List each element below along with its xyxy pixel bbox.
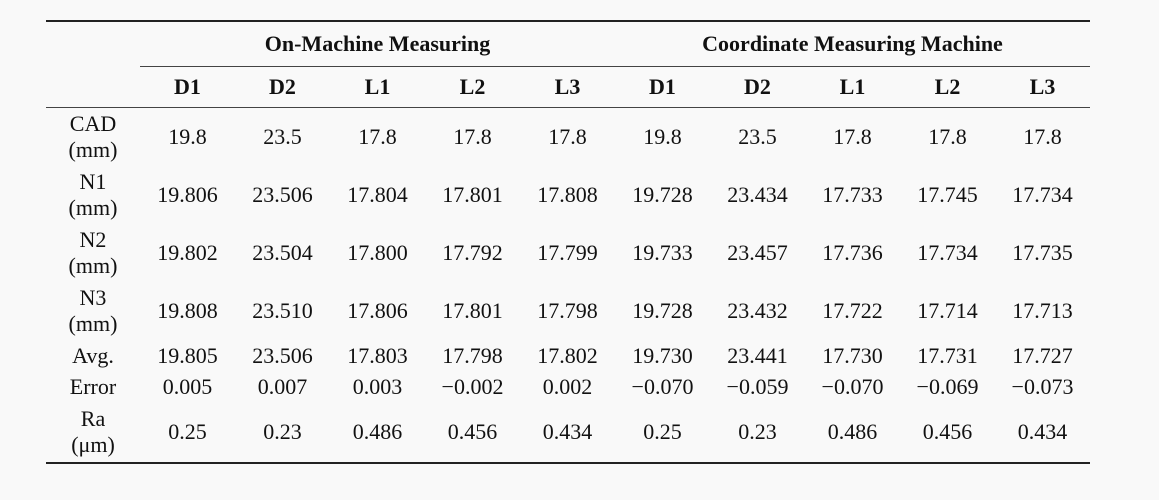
corner-cell [46,22,140,67]
measurement-table [46,20,1090,464]
row-label-line: (μm) [71,432,115,457]
table-cell: 0.486 [352,419,403,444]
table-cell: −0.070 [631,373,694,399]
table-cell: 0.23 [738,419,777,444]
bottom-rule [46,462,1090,463]
table-row [46,224,1090,282]
row-label-line: (mm) [68,137,118,162]
column-header: L1 [330,67,425,108]
table-cell: 19.8 [168,124,207,149]
row-label-line: N1 [79,169,107,194]
table-cell: 23.432 [727,298,788,323]
row-label [46,108,140,167]
table-cell: 17.798 [537,298,598,323]
column-header: L2 [900,67,995,108]
table-row [46,340,1090,371]
table-cell: 17.730 [822,342,883,368]
table-cell: 17.714 [917,298,978,323]
table-cell: −0.070 [821,373,884,399]
table-cell: 19.805 [157,342,218,368]
table-cell: 17.802 [537,342,598,368]
measurement-table-container [46,20,1090,464]
table-cell: 0.007 [257,373,308,399]
table-cell: 19.728 [632,298,693,323]
table-cell: 17.799 [537,240,598,265]
table-cell: 17.713 [1012,298,1073,323]
row-label-line: (mm) [68,253,118,278]
table-body [46,108,1090,463]
table-cell: 17.727 [1012,342,1073,368]
table-cell: 17.8 [833,124,872,149]
table-cell: 23.504 [252,240,313,265]
row-label-line: Avg. [72,342,114,368]
table-cell: 23.506 [252,342,313,368]
table-cell: 17.735 [1012,240,1073,265]
table-cell: 17.731 [917,342,978,368]
table-cell: 17.8 [928,124,967,149]
table-cell: 0.456 [447,419,498,444]
table-cell: 19.730 [632,342,693,368]
table-cell: 17.734 [1012,182,1073,207]
table-row [46,108,1090,167]
table-cell: 23.510 [252,298,313,323]
table-cell: 17.798 [442,342,503,368]
column-header: D1 [140,67,235,108]
table-cell: 0.005 [162,373,213,399]
table-cell: 17.801 [442,298,503,323]
row-label-line: (mm) [68,311,118,336]
table-cell: 0.23 [263,419,302,444]
row-label [46,402,140,462]
table-cell: 19.808 [157,298,218,323]
table-cell: 17.8 [453,124,492,149]
table-cell: 0.434 [542,419,593,444]
column-header: D2 [235,67,330,108]
table-cell: 17.745 [917,182,978,207]
row-label [46,224,140,282]
column-header-row [46,67,1090,108]
row-label [46,371,140,402]
row-label [46,166,140,224]
table-cell: 23.5 [738,124,777,149]
table-cell: 17.800 [347,240,408,265]
table-cell: 17.736 [822,240,883,265]
table-cell: 17.801 [442,182,503,207]
table-cell: 19.728 [632,182,693,207]
table-cell: 17.722 [822,298,883,323]
row-label-line: N3 [79,285,107,310]
table-cell: 17.733 [822,182,883,207]
table-row [46,166,1090,224]
table-cell: 17.8 [548,124,587,149]
table-row [46,371,1090,402]
group-header-on-machine: On-Machine Measuring [140,22,615,67]
column-header: D2 [710,67,805,108]
table-cell: 23.5 [263,124,302,149]
table-cell: 17.804 [347,182,408,207]
table-cell: −0.069 [916,373,979,399]
table-cell: 0.002 [542,373,593,399]
row-label-header [46,67,140,108]
row-label [46,282,140,340]
column-header: D1 [615,67,710,108]
table-cell: 19.8 [643,124,682,149]
table-row [46,282,1090,340]
column-header: L2 [425,67,520,108]
table-cell: −0.073 [1011,373,1074,399]
table-cell: 23.457 [727,240,788,265]
table-cell: 23.434 [727,182,788,207]
table-cell: 0.456 [922,419,973,444]
table-cell: 19.806 [157,182,218,207]
row-label-line: CAD [69,111,117,136]
table-cell: −0.002 [441,373,504,399]
table-cell: 0.486 [827,419,878,444]
group-header-cmm: Coordinate Measuring Machine [615,22,1090,67]
table-cell: −0.059 [726,373,789,399]
table-cell: 17.8 [358,124,397,149]
table-cell: 17.806 [347,298,408,323]
row-label-line: N2 [79,227,107,252]
table-cell: 0.25 [643,419,682,444]
table-cell: 17.8 [1023,124,1062,149]
table-cell: 19.733 [632,240,693,265]
row-label-line: Error [69,373,117,399]
table-cell: 19.802 [157,240,218,265]
table-cell: 17.808 [537,182,598,207]
column-header: L1 [805,67,900,108]
group-header-row [46,22,1090,67]
column-header: L3 [520,67,615,108]
row-label-line: (mm) [68,195,118,220]
table-cell: 17.734 [917,240,978,265]
row-label-line: Ra [80,406,106,431]
table-row [46,402,1090,462]
table-cell: 23.441 [727,342,788,368]
table-cell: 0.434 [1017,419,1068,444]
table-cell: 0.003 [352,373,403,399]
table-cell: 17.803 [347,342,408,368]
table-cell: 0.25 [168,419,207,444]
table-cell: 17.792 [442,240,503,265]
column-header: L3 [995,67,1090,108]
row-label [46,340,140,371]
table-cell: 23.506 [252,182,313,207]
